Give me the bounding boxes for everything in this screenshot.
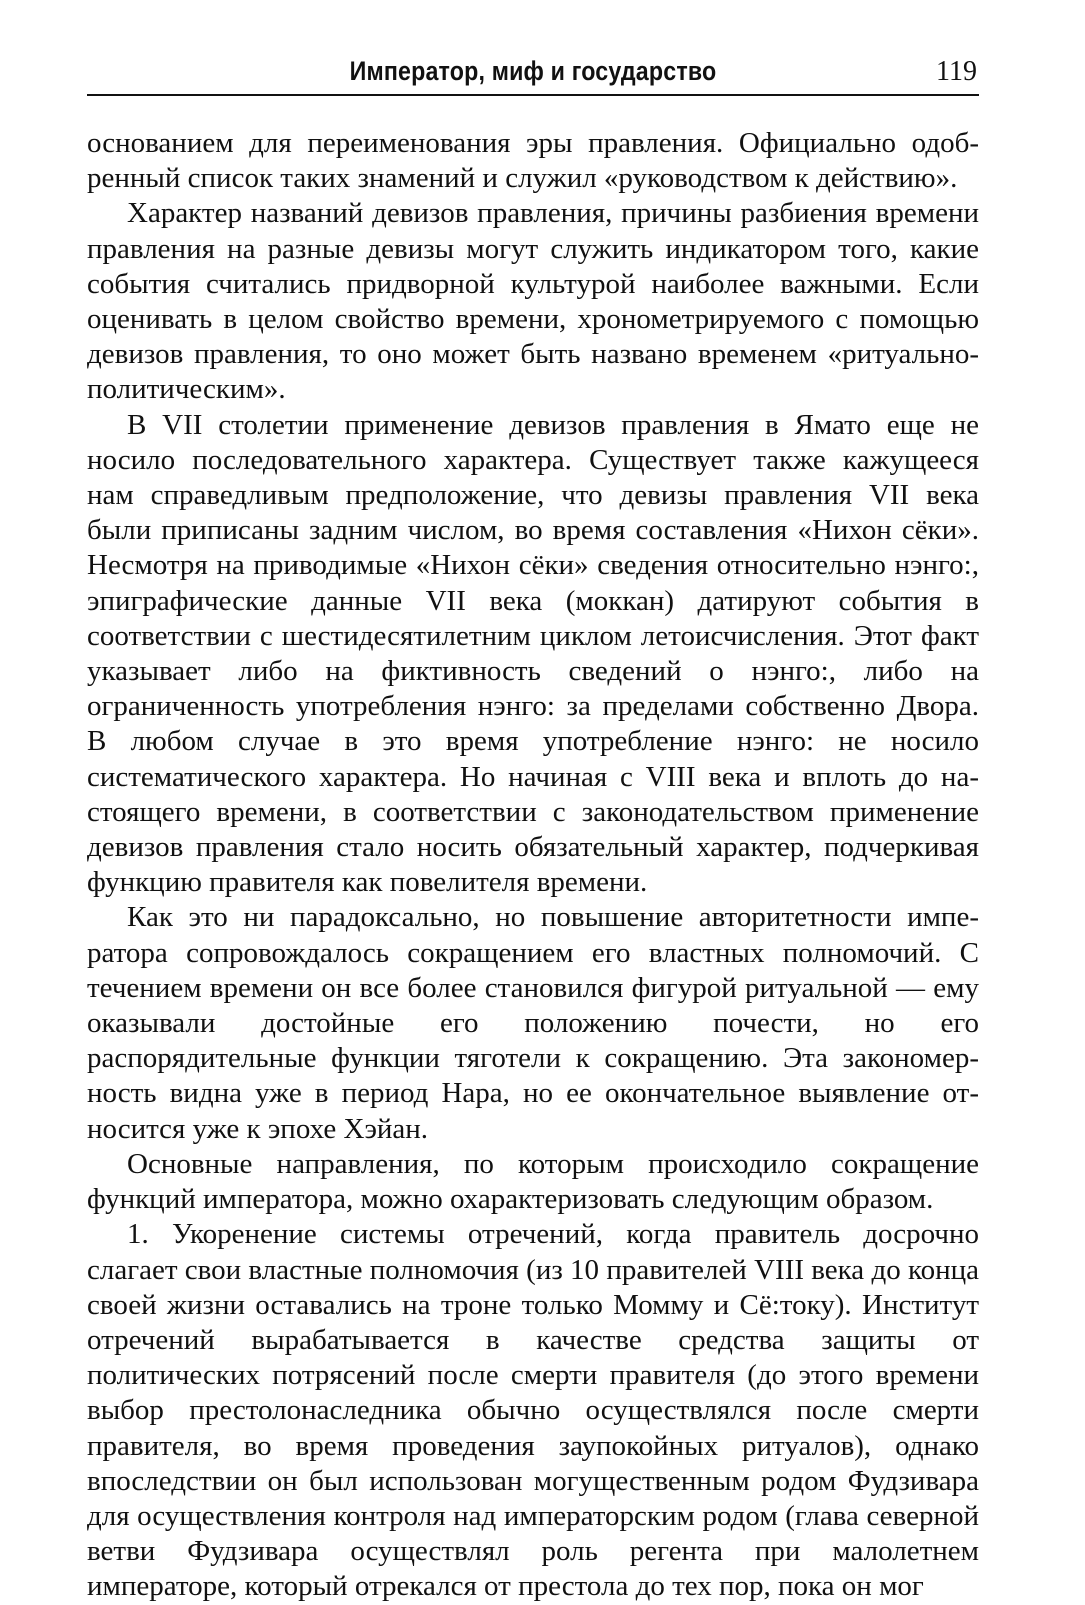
paragraph-6: 1. Укоренение системы отречений, когда правитель досрочно слагает свои властные полномочия (из 10 правителей VIII века до конца своей жизни оставались на троне только Момму и Сё:току). Институт отречений вырабатывается в качестве средства защиты от политических потрясений после смерти правителя (до этого времени выбор престолонаследника обычно осуществлялся после смерти правителя, во время проведения заупокойных ритуалов), однако впоследствии он был использован могущественным родом Фудзивара для осуществления контроля над императорским родом (глава северной ветви Фудзивара осуществлял роль регента при малолетнем императоре, который отрекался от престола до тех пор, пока он мог [87, 1218, 979, 1603]
paragraph-3: В VII столетии применение девизов правления в Ямато еще не носило последовательного характера. Существует также кажущееся нам справедливым предположение, что девизы правления VII века были приписаны задним числом, во время составления «Нихон сёки». Несмотря на приводимые «Нихон сёки» сведения относительно нэнго:, эпиграфические данные VII века (моккан) датируют события в соответствии с шестидесятилетним циклом летоисчисления. Этот факт указывает либо на фиктивность сведений о нэнго:, либо на ограниченность употребления нэнго: за пределами собственно Двора. В любом случае в это время употребление нэнго: не носило систематического характера. Но начиная с VIII века и вплоть до настоящего времени, в соответствии с законодательством применение девизов правления стало носить обязательный характер, подчеркивая функцию правителя как повелителя времени. [87, 408, 979, 899]
running-head [87, 54, 979, 96]
paragraph-2: Характер названий девизов правления, причины разбиения времени правления на разные девизы могут служить индикатором того, какие события считались придворной культурой наиболее важными. Если оценивать в целом свойство времени, хронометрируемого с помощью девизов правления, то оно может быть названо временем «ритуально-политическим». [87, 197, 979, 406]
book-page [87, 54, 979, 1605]
paragraph-4: Как это ни парадоксально, но повышение авторитетности императора сопровождалось сокращением его властных полномочий. С течением времени он все более становился фигурой ритуальной — ему оказывали достойные его положению почести, но его распорядительные функции тяготели к сокращению. Эта закономерность видна уже в период Нара, но ее окончательное выявление относится уже к эпохе Хэйан. [87, 901, 979, 1145]
paragraph-5: Основные направления, по которым происходило сокращение функций императора, можно охарактеризовать следующим образом. [87, 1147, 979, 1216]
running-title: Император, миф и государство [349, 56, 717, 86]
body-text [87, 126, 979, 1605]
paragraph-1: основанием для переименования эры правления. Официально одобренный список таких знамений и служил «руководством к действию». [87, 127, 979, 195]
page-number: 119 [936, 56, 977, 87]
